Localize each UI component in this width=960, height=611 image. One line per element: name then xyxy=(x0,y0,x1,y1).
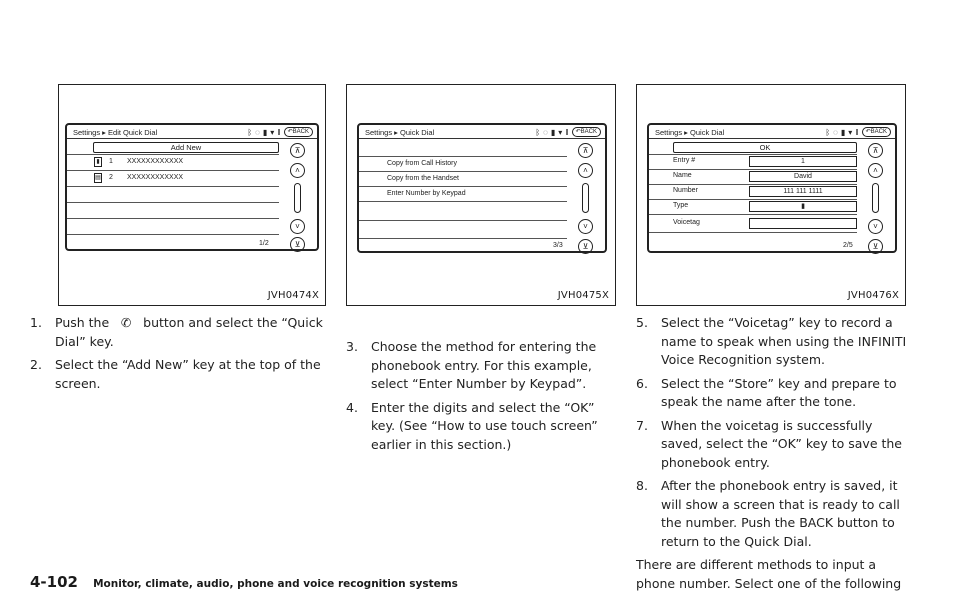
scroll-up-icon[interactable]: ˄ xyxy=(868,163,883,178)
step-number: 2. xyxy=(30,357,42,372)
scroll-down-icon[interactable]: ˅ xyxy=(290,219,305,234)
scroll-track[interactable] xyxy=(872,183,879,213)
scrollbar[interactable] xyxy=(861,143,891,251)
field-label: Name xyxy=(673,172,692,179)
scroll-up-icon[interactable]: ˄ xyxy=(290,163,305,178)
battery-icon: ▮ xyxy=(840,127,846,137)
bluetooth-icon: ᛒ xyxy=(247,127,253,137)
step-5 xyxy=(636,314,908,370)
screen-header xyxy=(359,125,605,139)
figure-quick-dial-entry xyxy=(636,84,906,306)
phone-status-icon: ◌ xyxy=(543,127,548,137)
entry-index: 2 xyxy=(109,174,113,181)
step-number: 3. xyxy=(346,339,358,354)
add-new-button[interactable]: Add New xyxy=(93,142,279,153)
option-keypad[interactable]: Enter Number by Keypad xyxy=(387,190,466,197)
signal-bars-icon: ‖ xyxy=(855,127,859,137)
figure-code: JVH0476X xyxy=(847,290,899,301)
step-number: 8. xyxy=(636,478,648,493)
entry-list xyxy=(67,140,279,239)
bluetooth-icon: ᛒ xyxy=(825,127,831,137)
screen-header xyxy=(649,125,895,139)
step-2 xyxy=(30,356,326,393)
screen-title: Settings ▸ Quick Dial xyxy=(365,128,435,137)
instructions-column-2 xyxy=(346,338,616,459)
figure-code: JVH0475X xyxy=(557,290,609,301)
figure-edit-quick-dial xyxy=(58,84,326,306)
back-button[interactable]: ↶BACK xyxy=(572,127,601,137)
step-text: Enter the digits and select the “OK” key. (See “How to use touch screen” earlier in this section.) xyxy=(371,399,598,452)
page-indicator: 1/2 xyxy=(259,240,269,247)
page-down-icon[interactable]: ⊻ xyxy=(290,237,305,252)
type-value[interactable]: ▮ xyxy=(749,201,857,212)
entry-index: 1 xyxy=(109,158,113,165)
phone-button-icon: ✆ xyxy=(120,315,132,330)
page-indicator: 3/3 xyxy=(553,242,563,249)
step-1 xyxy=(30,314,326,351)
page-down-icon[interactable]: ⊻ xyxy=(578,239,593,254)
step-text-start: Push the xyxy=(55,315,110,330)
entry-form xyxy=(649,140,857,241)
screen-quick-dial-options xyxy=(357,123,607,253)
scrollbar[interactable] xyxy=(283,143,313,249)
section-title: Monitor, climate, audio, phone and voice recognition systems xyxy=(93,578,458,590)
battery-icon: ▮ xyxy=(550,127,556,137)
step-number: 4. xyxy=(346,399,358,415)
field-label: Type xyxy=(673,202,689,209)
phone-status-icon: ◌ xyxy=(833,127,838,137)
signal-icon: ▾ xyxy=(558,127,563,137)
scroll-down-icon[interactable]: ˅ xyxy=(868,219,883,234)
page-down-icon[interactable]: ⊻ xyxy=(868,239,883,254)
scroll-down-icon[interactable]: ˅ xyxy=(578,219,593,234)
status-icons xyxy=(535,127,601,137)
field-label: Voicetag xyxy=(673,219,700,226)
screen-title: Settings ▸ Edit Quick Dial xyxy=(73,128,158,137)
page-up-icon[interactable]: ⊼ xyxy=(290,143,305,158)
step-number: 1. xyxy=(30,315,42,330)
signal-icon: ▾ xyxy=(848,127,853,137)
battery-icon: ▮ xyxy=(262,127,268,137)
ok-button[interactable]: OK xyxy=(673,142,857,153)
page-number: 4-102 xyxy=(30,573,78,591)
entry-number-value[interactable]: 1 xyxy=(749,156,857,167)
back-button[interactable]: ↶BACK xyxy=(862,127,891,137)
voicetag-value[interactable] xyxy=(749,218,857,229)
number-value[interactable]: 111 111 1111 xyxy=(749,186,857,197)
instructions-column-1 xyxy=(30,314,326,398)
figure-code: JVH0474X xyxy=(267,290,319,301)
input-methods-paragraph: There are different methods to input a phone number. Select one of the following xyxy=(636,557,902,591)
entry-name[interactable]: XXXXXXXXXXXX xyxy=(127,174,184,181)
step-text-end: button and select the “Quick Dial” key. xyxy=(55,315,323,349)
field-label: Number xyxy=(673,187,698,194)
step-text: Select the “Store” key and prepare to speak the name after the tone. xyxy=(661,375,897,409)
status-icons xyxy=(825,127,891,137)
screen-quick-dial-entry xyxy=(647,123,897,253)
step-4 xyxy=(346,399,616,455)
scrollbar[interactable] xyxy=(571,143,601,251)
step-8 xyxy=(636,477,908,551)
step-number: 6. xyxy=(636,375,648,391)
step-text: Select the “Add New” key at the top of the screen. xyxy=(55,357,321,391)
screen-edit-quick-dial xyxy=(65,123,319,251)
option-handset[interactable]: Copy from the Handset xyxy=(387,175,459,182)
step-number: 5. xyxy=(636,315,648,330)
step-3 xyxy=(346,338,616,394)
back-button[interactable]: ↶BACK xyxy=(284,127,313,137)
step-number: 7. xyxy=(636,417,648,433)
figure-quick-dial-options xyxy=(346,84,616,306)
scroll-up-icon[interactable]: ˄ xyxy=(578,163,593,178)
step-7 xyxy=(636,417,908,473)
page-indicator: 2/5 xyxy=(843,242,853,249)
step-text: Select the “Voicetag” key to record a name to speak when using the INFINITI Voice Recognition system. xyxy=(661,315,907,367)
step-text: When the voicetag is successfully saved, select the “OK” key to save the phonebook entry. xyxy=(661,417,902,470)
name-value[interactable]: David xyxy=(749,171,857,182)
step-6 xyxy=(636,375,908,412)
bluetooth-icon: ᛒ xyxy=(535,127,541,137)
page-up-icon[interactable]: ⊼ xyxy=(868,143,883,158)
step-text: Choose the method for entering the phonebook entry. For this example, select “Enter Number by Keypad”. xyxy=(371,339,597,391)
entry-name[interactable]: XXXXXXXXXXXX xyxy=(127,158,184,165)
field-label: Entry # xyxy=(673,157,696,164)
screen-header xyxy=(67,125,317,139)
phone-entry-icon: ▮ xyxy=(94,157,102,167)
status-icons xyxy=(247,127,313,137)
scroll-track[interactable] xyxy=(294,183,301,213)
scroll-track[interactable] xyxy=(582,183,589,213)
signal-icon: ▾ xyxy=(270,127,275,137)
option-list xyxy=(359,140,567,241)
instructions-column-3 xyxy=(636,314,908,593)
phone-status-icon: ◌ xyxy=(255,127,260,137)
contact-entry-icon: ▤ xyxy=(95,175,101,181)
screen-title: Settings ▸ Quick Dial xyxy=(655,128,725,137)
signal-bars-icon: ‖ xyxy=(565,127,569,137)
step-text: After the phonebook entry is saved, it will show a screen that is ready to call the number. Push the BACK button to return to the Quick Dial. xyxy=(661,478,900,549)
signal-bars-icon: ‖ xyxy=(277,127,281,137)
page-footer xyxy=(30,572,458,591)
page-up-icon[interactable]: ⊼ xyxy=(578,143,593,158)
option-call-history[interactable]: Copy from Call History xyxy=(387,160,458,167)
